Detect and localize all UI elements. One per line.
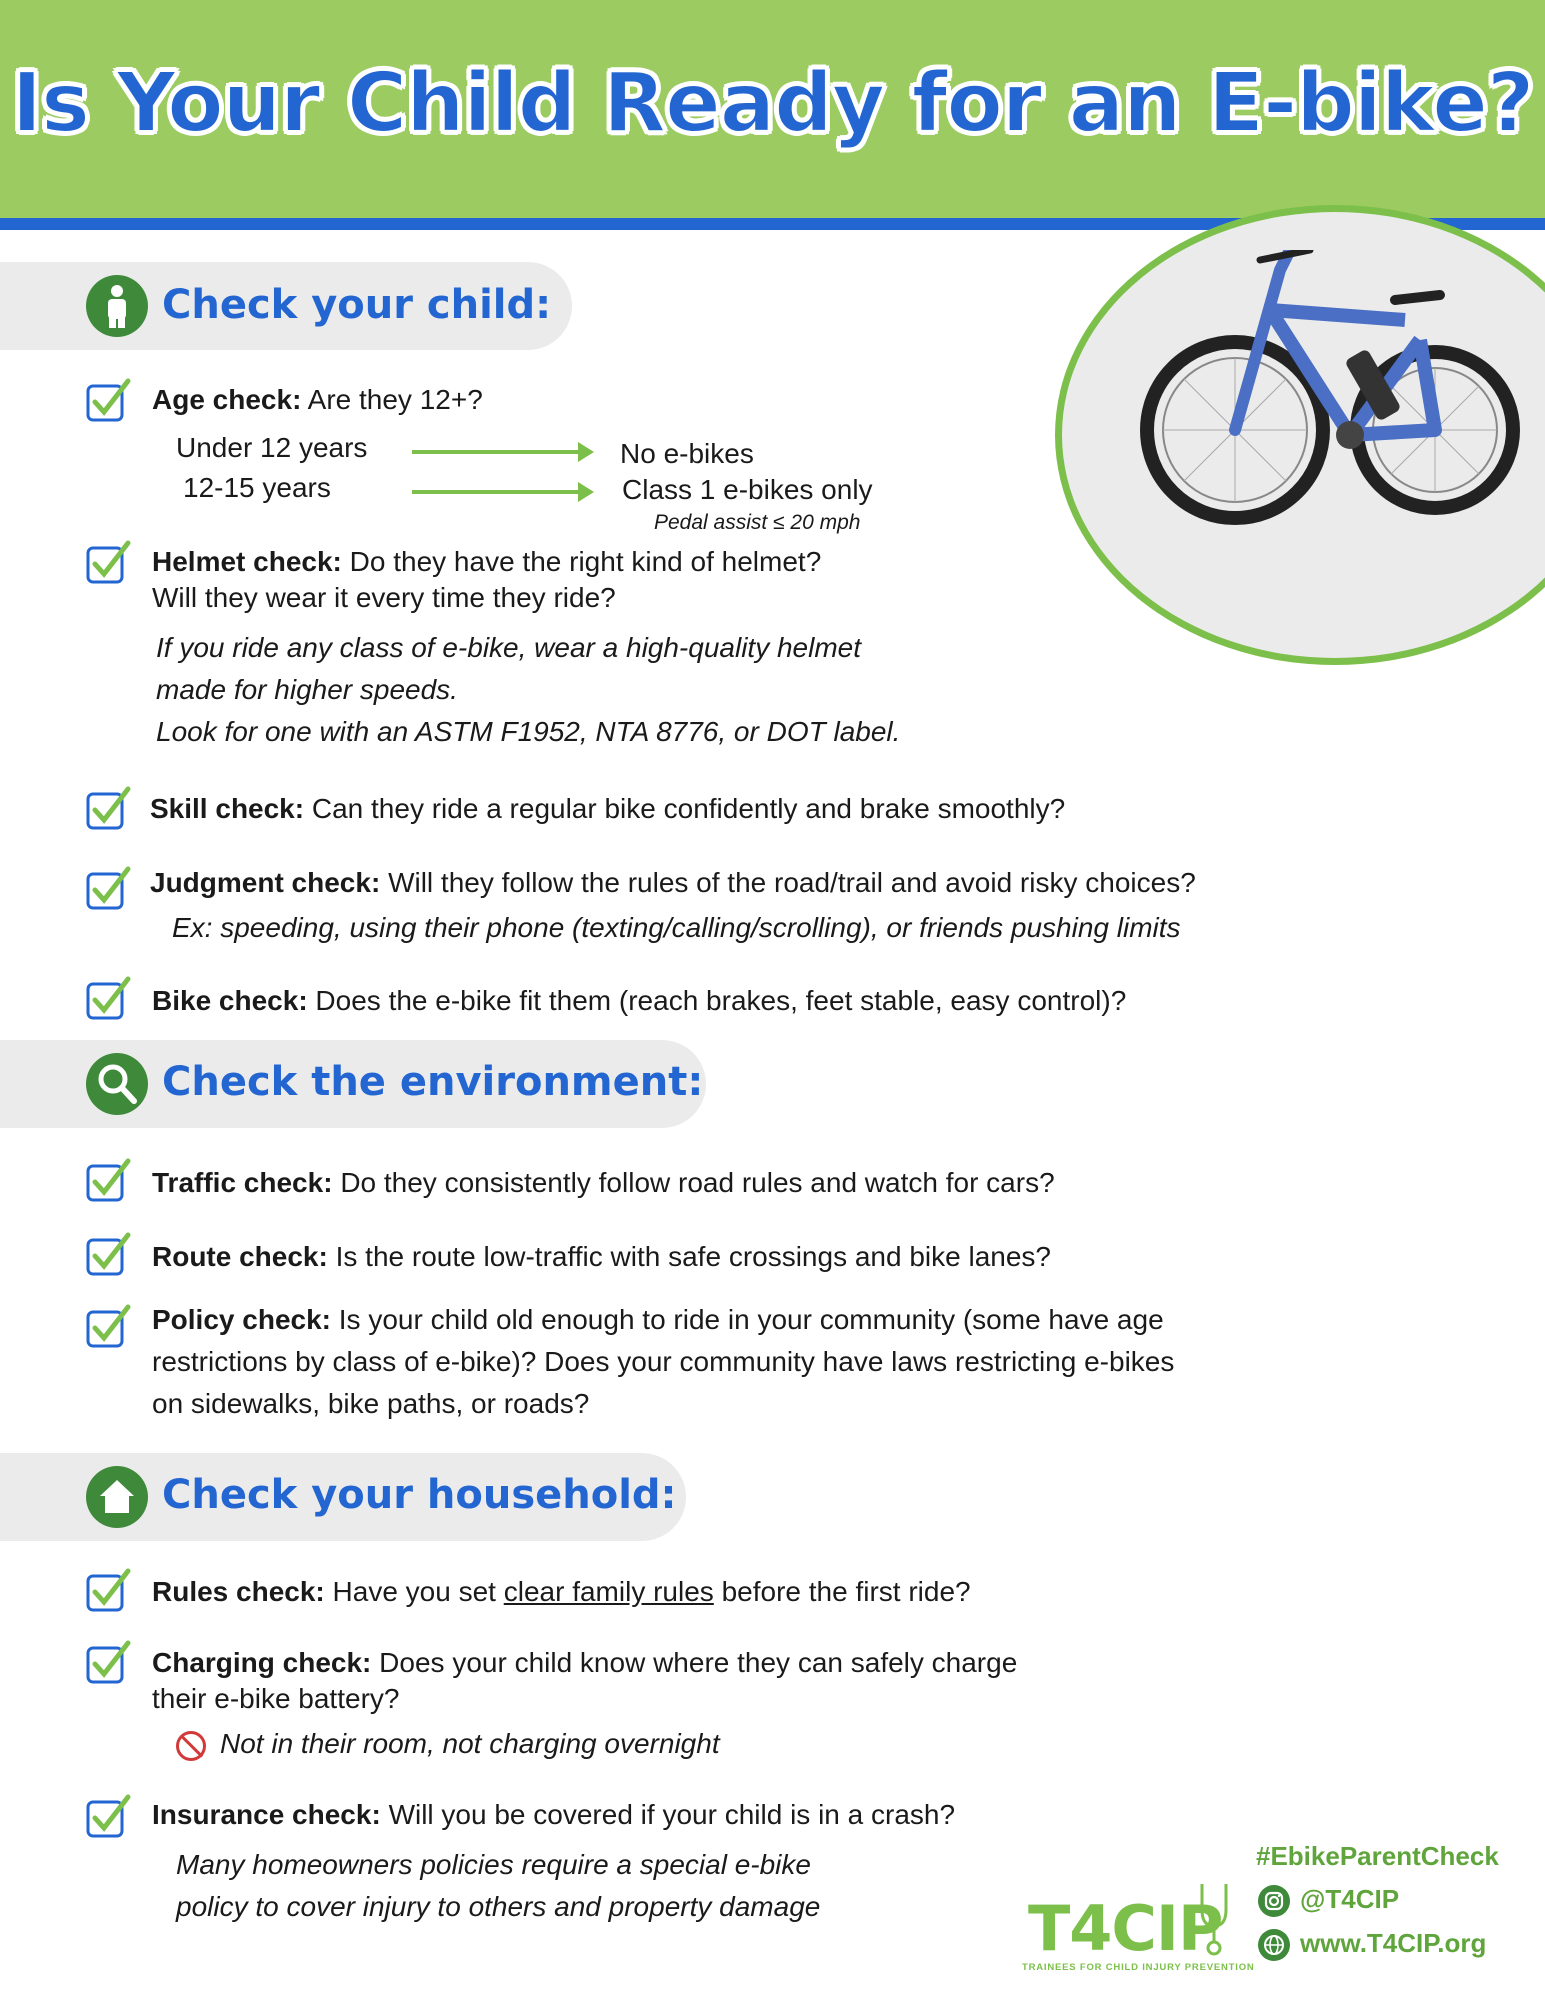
helmet-check [152, 542, 821, 582]
policy-check-text-3: on sidewalks, bike paths, or roads? [152, 1388, 590, 1419]
age-range-under-12: Under 12 years [176, 432, 368, 463]
bike-check [152, 981, 1126, 1021]
arrow-icon [412, 450, 590, 454]
hashtag: #EbikeParentCheck [1256, 1841, 1499, 1871]
checkbox-icon [86, 786, 132, 832]
judgment-check-label: Judgment check: [150, 867, 381, 898]
traffic-check-text: Do they consistently follow road rules and watch for cars? [340, 1167, 1055, 1198]
checkbox-icon [86, 1568, 132, 1614]
age-check [152, 380, 483, 420]
checkbox-icon [86, 378, 132, 424]
insurance-note-2: policy to cover injury to others and property damage [176, 1891, 821, 1922]
skill-check-label: Skill check: [150, 793, 305, 824]
charging-note: Not in their room, not charging overnight [220, 1728, 720, 1759]
rules-check-pre: Have you set [332, 1576, 496, 1607]
policy-check-label: Policy check: [152, 1304, 331, 1335]
instagram-icon [1258, 1885, 1290, 1917]
globe-icon [1258, 1929, 1290, 1961]
insurance-check [152, 1795, 955, 1835]
charging-check-text-1: Does your child know where they can safely charge [379, 1647, 1018, 1678]
insurance-note-1: Many homeowners policies require a special e-bike [176, 1849, 811, 1880]
helmet-note-3: Look for one with an ASTM F1952, NTA 8776, or DOT label. [156, 716, 901, 747]
age-check-label: Age check: [152, 384, 302, 415]
helmet-note-1: If you ride any class of e-bike, wear a high-quality helmet [156, 632, 862, 663]
section-title-environment: Check the environment: [162, 1059, 704, 1105]
age-check-text: Are they 12+? [307, 384, 483, 415]
checkbox-icon [86, 1794, 132, 1840]
charging-check-text-2: their e-bike battery? [152, 1683, 400, 1714]
route-check-text: Is the route low-traffic with safe crossings and bike lanes? [335, 1241, 1052, 1272]
checkbox-icon [86, 1640, 132, 1686]
insurance-check-text: Will you be covered if your child is in a crash? [388, 1799, 956, 1830]
rules-check [152, 1572, 971, 1612]
route-check [152, 1237, 1051, 1277]
charging-check-label: Charging check: [152, 1647, 372, 1678]
helmet-note-2: made for higher speeds. [156, 674, 458, 705]
policy-check-text-2: restrictions by class of e-bike)? Does your community have laws restricting e-bikes [152, 1346, 1175, 1377]
insurance-check-label: Insurance check: [152, 1799, 381, 1830]
age-range-12-15: 12-15 years [183, 472, 331, 503]
judgment-note: Ex: speeding, using their phone (texting/calling/scrolling), or friends pushing limits [172, 912, 1181, 943]
stethoscope-icon [1194, 1880, 1234, 1960]
family-rules-link[interactable]: clear family rules [503, 1576, 714, 1607]
rules-check-label: Rules check: [152, 1576, 325, 1607]
policy-check [152, 1300, 1164, 1340]
policy-check-text-1: Is your child old enough to ride in your community (some have age [338, 1304, 1164, 1335]
t4cip-tagline: TRAINEES FOR CHILD INJURY PREVENTION [1022, 1962, 1255, 1973]
magnifier-icon [86, 1053, 148, 1115]
checkbox-icon [86, 866, 132, 912]
judgment-check-text: Will they follow the rules of the road/trail and avoid risky choices? [388, 867, 1196, 898]
house-icon [86, 1466, 148, 1528]
checkbox-icon [86, 1158, 132, 1204]
checkbox-icon [86, 976, 132, 1022]
section-title-household: Check your household: [162, 1472, 677, 1518]
arrow-icon [412, 490, 590, 494]
bike-check-label: Bike check: [152, 985, 308, 1016]
charging-check [152, 1643, 1017, 1683]
helmet-check-label: Helmet check: [152, 546, 342, 577]
website-link[interactable]: www.T4CIP.org [1300, 1928, 1487, 1958]
child-icon [86, 275, 148, 337]
section-title-child: Check your child: [162, 282, 552, 328]
traffic-check [152, 1163, 1055, 1203]
t4cip-logo: T4CIP [1028, 1892, 1223, 1965]
checkbox-icon [86, 1232, 132, 1278]
helmet-check-text-2: Will they wear it every time they ride? [152, 582, 616, 613]
route-check-label: Route check: [152, 1241, 328, 1272]
ebike-image [1140, 250, 1520, 550]
rules-check-post: before the first ride? [721, 1576, 971, 1607]
age-result-12-15: Class 1 e-bikes only [622, 474, 873, 505]
prohibited-icon [176, 1731, 206, 1761]
checkbox-icon [86, 1304, 132, 1350]
skill-check [150, 789, 1065, 829]
age-result-under-12: No e-bikes [620, 438, 754, 469]
traffic-check-label: Traffic check: [152, 1167, 333, 1198]
instagram-handle[interactable]: @T4CIP [1300, 1884, 1400, 1914]
class1-note: Pedal assist ≤ 20 mph [654, 511, 861, 534]
judgment-check [150, 863, 1196, 903]
bike-check-text: Does the e-bike fit them (reach brakes, feet stable, easy control)? [315, 985, 1127, 1016]
skill-check-text: Can they ride a regular bike confidently and brake smoothly? [311, 793, 1066, 824]
page-title: Is Your Child Ready for an E-bike? [11, 56, 1534, 151]
helmet-check-text-1: Do they have the right kind of helmet? [349, 546, 822, 577]
checkbox-icon [86, 540, 132, 586]
